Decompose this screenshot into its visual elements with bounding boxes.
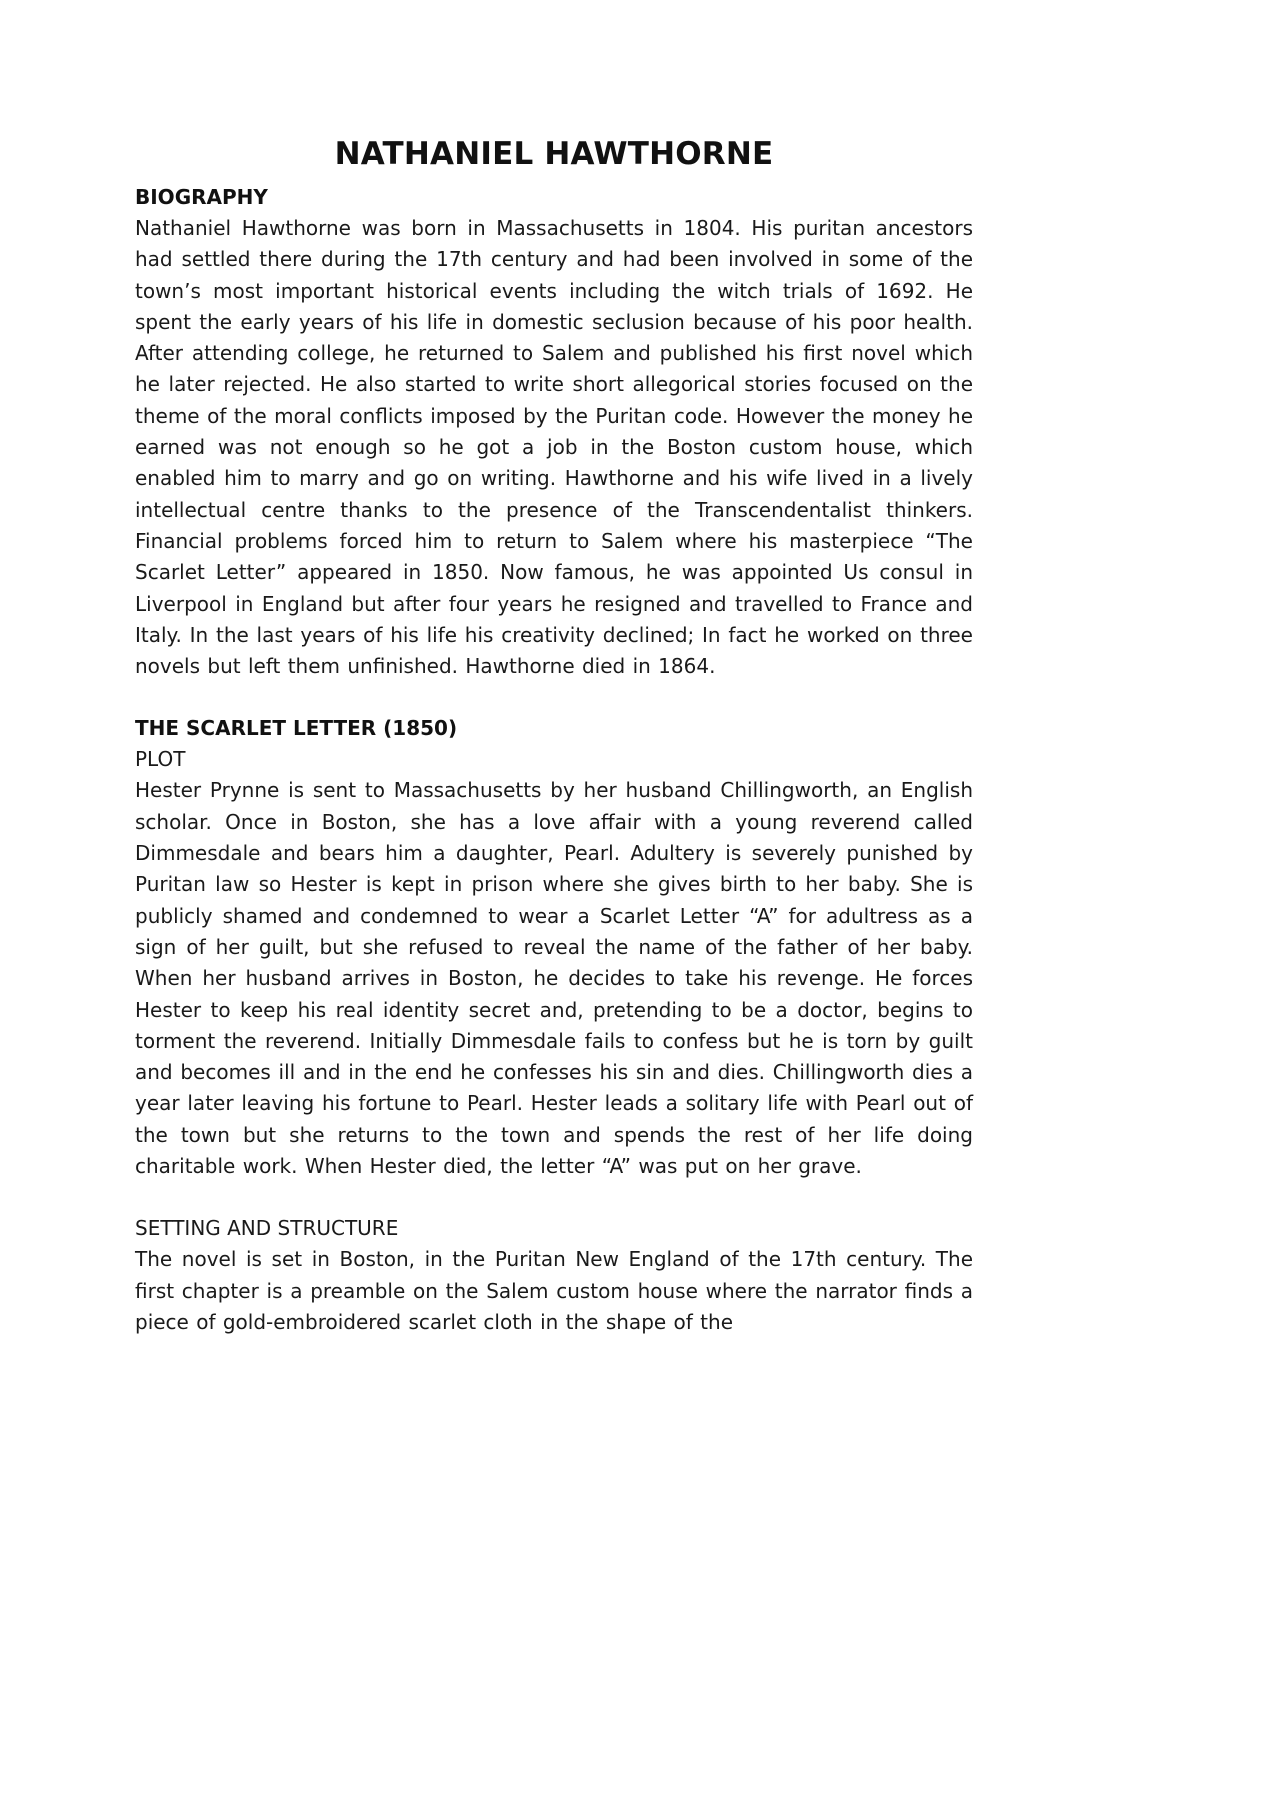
document-title: NATHANIEL HAWTHORNE (334, 136, 774, 172)
plot-heading: PLOT (135, 747, 186, 772)
setting-heading: SETTING AND STRUCTURE (135, 1216, 399, 1241)
document-page (135, 132, 973, 1338)
biography-paragraph: Nathaniel Hawthorne was born in Massachusetts in 1804. His puritan ancestors had settled there during the 17th century and had been involved in some of the town’s most important historical events including the witch trials of 1692. He spent the early years of his life in domestic seclusion because of his poor health. After attending college, he returned to Salem and published his first novel which he later rejected. He also started to write short allegorical stories focused on the theme of the moral conflicts imposed by the Puritan code. However the money he earned was not enough so he got a job in the Boston custom house, which enabled him to marry and go on writing. Hawthorne and his wife lived in a lively intellectual centre thanks to the presence of the Transcendentalist thinkers. Financial problems forced him to return to Salem where his masterpiece “The Scarlet Letter” appeared in 1850. Now famous, he was appointed Us consul in Liverpool in England but after four years he resigned and travelled to France and Italy. In the last years of his life his creativity declined; In fact he worked on three novels but left them unfinished. Hawthorne died in 1864. (135, 216, 973, 679)
biography-heading: BIOGRAPHY (135, 185, 268, 209)
section-spacer (135, 682, 973, 713)
setting-paragraph: The novel is set in Boston, in the Puritan New England of the 17th century. The first chapter is a preamble on the Salem custom house where the narrator finds a piece of gold-embroidered scarlet cloth in the shape of the (135, 1247, 973, 1334)
plot-paragraph: Hester Prynne is sent to Massachusetts by her husband Chillingworth, an English scholar. Once in Boston, she has a love affair with a young reverend called Dimmesdale and bears him a daughter, Pearl. Adultery is severely punished by Puritan law so Hester is kept in prison where she gives birth to her baby. She is publicly shamed and condemned to wear a Scarlet Letter “A” for adultress as a sign of her guilt, but she refused to reveal the name of the father of her baby. When her husband arrives in Boston, he decides to take his revenge. He forces Hester to keep his real identity secret and, pretending to be a doctor, begins to torment the reverend. Initially Dimmesdale fails to confess but he is torn by guilt and becomes ill and in the end he confesses his sin and dies. Chillingworth dies a year later leaving his fortune to Pearl. Hester leads a solitary life with Pearl out of the town but she returns to the town and spends the rest of her life doing charitable work. When Hester died, the letter “A” was put on her grave. (135, 778, 973, 1179)
section-spacer (135, 1182, 973, 1213)
scarlet-letter-heading: THE SCARLET LETTER (1850) (135, 716, 458, 741)
